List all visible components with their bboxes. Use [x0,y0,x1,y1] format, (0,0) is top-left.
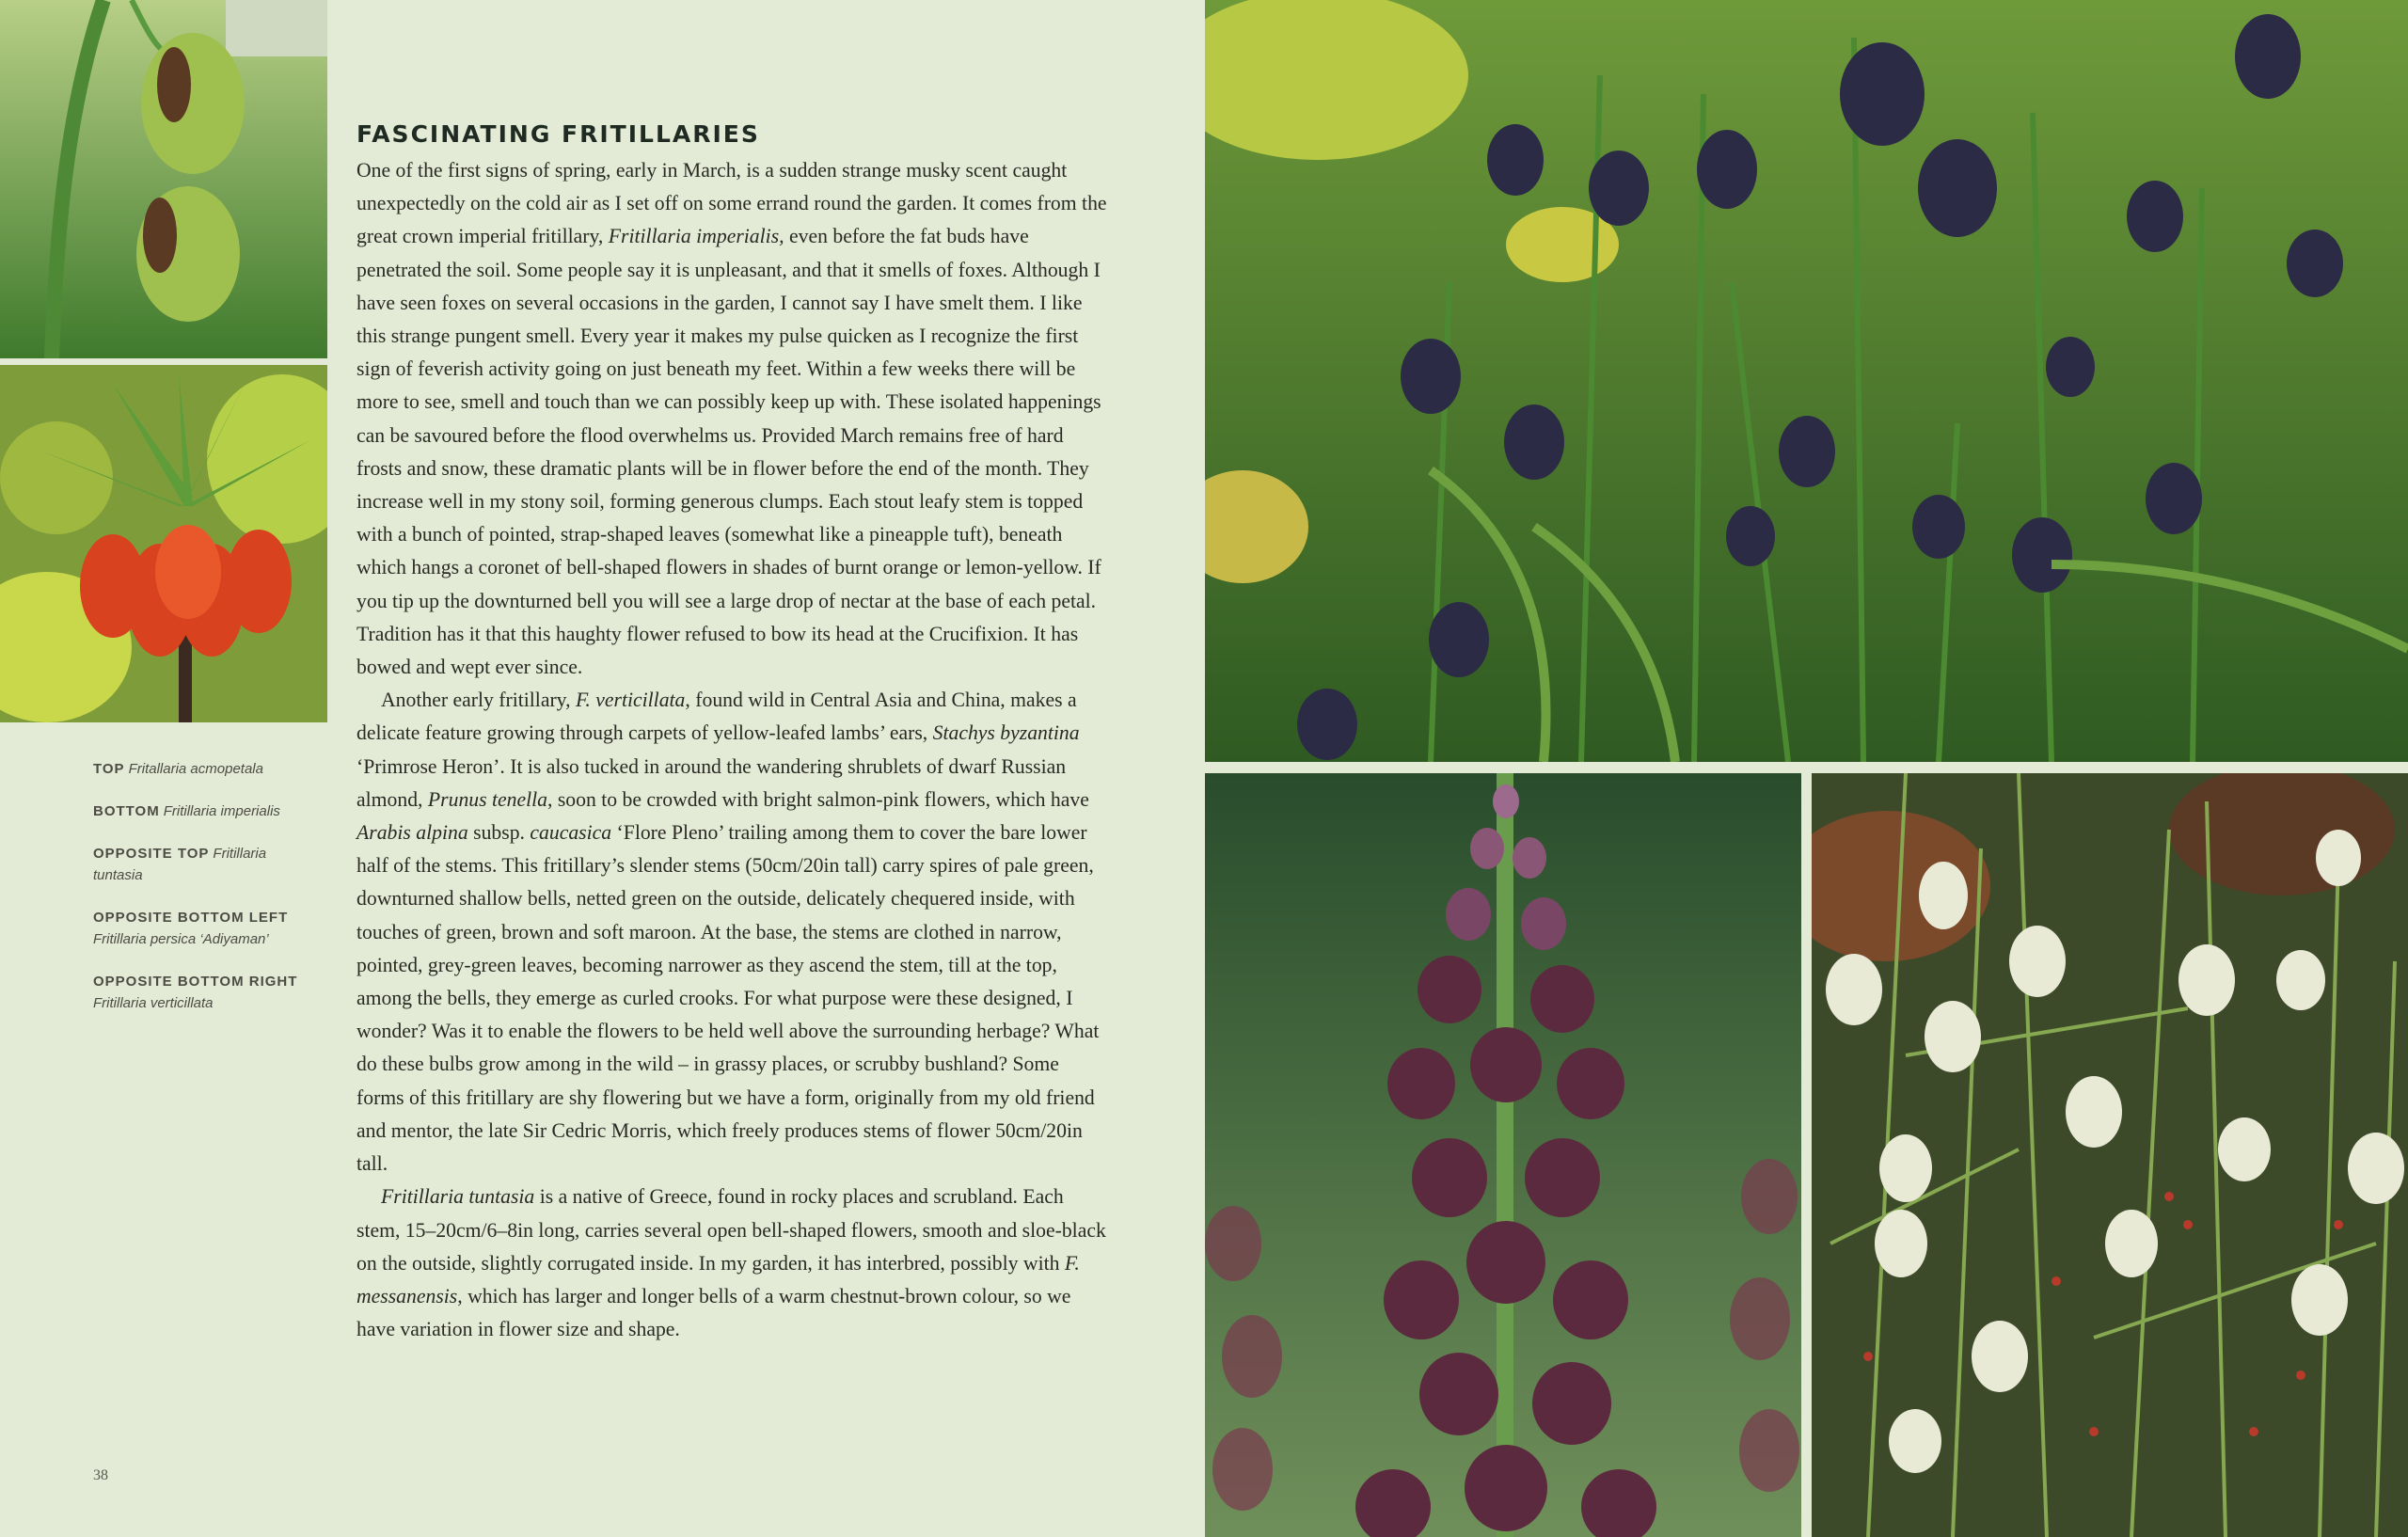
paragraph-2: Another early fritillary, F. verticillata, found wild in Central Asia and China, makes a delicate feature growing through carpets of yellow-leafed lambs’ ears, Stachys byzantina ‘Primrose Heron’. It is also tucked in around the wandering shrublets of dwarf Russian almond, Prunus tenella, soon to be crowded with bright salmon-pink flowers, which have Arabis alpina subsp. caucasica ‘Flore Pleno’ trailing among them to cover the bare lower half of the stems. This fritillary’s slender stems (50cm/20in tall) carry spires of pale green, downturned shallow bells, netted green on the outside, delicately chequered inside, with touches of green, brown and soft maroon. At the base, the stems are clothed in narrow, pointed, grey-green leaves, becoming narrower as they ascend the stem, till at the top, among the bells, they emerge as curled crooks. For what purpose were these designed, I wonder? Was it to enable the flowers to be held well above the surrounding herbage? What do these bulbs grow among in the wild – in grassy places, or scrubby bushland? Some forms of this fritillary are shy flowering but we have a form, originally from my old friend and mentor, the late Sir Cedric Morris, which freely produces stems of flower 50cm/20in tall. [356,689,1100,1176]
caption-plant-name: Fritillaria verticillata [93,995,214,1011]
caption-opposite-top [93,843,319,886]
picture-captions [93,758,319,1035]
caption-bottom [93,800,319,822]
caption-label: OPPOSITE TOP [93,846,210,862]
caption-plant-name: Fritillaria persica ‘Adiyaman’ [93,931,269,947]
caption-plant-name: Fritallaria acmopetala [128,761,263,777]
paragraph-3: Fritillaria tuntasia is a native of Greece, found in rocky places and scrubland. Each stem, 15–20cm/6–8in long, carries several open bell-shaped flowers, smooth and sloe-black on the outside, slightly corrugated inside. In my garden, it has interbred, possibly with F. messanensis, which has larger and longer bells of a warm chestnut-brown colour, so we have variation in flower size and shape. [356,1185,1106,1341]
caption-label: OPPOSITE BOTTOM RIGHT [93,974,298,990]
photo-fritillaria-acmopetala [0,0,327,358]
caption-opposite-bottom-right [93,971,319,1014]
caption-label: TOP [93,761,125,777]
photo-fritillaria-persica [1205,773,1801,1537]
caption-plant-name: Fritillaria imperialis [163,803,280,819]
section-heading: FASCINATING FRITILLARIES [356,120,760,148]
caption-label: OPPOSITE BOTTOM LEFT [93,910,289,926]
caption-opposite-bottom-left [93,907,319,950]
caption-plant-name: Fritillaria tuntasia [93,846,267,883]
page-number: 38 [93,1467,108,1483]
caption-label: BOTTOM [93,803,160,819]
body-text [356,154,1109,1346]
caption-top [93,758,319,780]
photo-fritillaria-imperialis [0,365,327,722]
photo-fritillaria-tuntasia [1205,0,2408,762]
paragraph-1: One of the first signs of spring, early in March, is a sudden strange musky scent caught unexpectedly on the cold air as I set off on some errand round the garden. It comes from the great crown imperial fritillary, Fritillaria imperialis, even before the fat buds have penetrated the soil. Some people say it is unpleasant, and that it smells of foxes. Although I have seen foxes on several occasions in the garden, I cannot say I have smelt them. I like this strange pungent smell. Every year it makes my pulse quicken as I recognize the first sign of feverish activity going on just beneath my feet. Within a few weeks there will be more to see, smell and touch than we can possibly keep up with. These isolated happenings can be savoured before the flood overwhelms us. Provided March remains free of hard frosts and snow, these dramatic plants will be in flower before the end of the month. They increase well in my stony soil, forming generous clumps. Each stout leafy stem is topped with a bunch of pointed, strap-shaped leaves (somewhat like a pineapple tuft), beneath which hangs a coronet of bell-shaped flowers in shades of burnt orange or lemon-yellow. If you tip up the downturned bell you will see a large drop of nectar at the base of each petal. Tradition has it that this haughty flower refused to bow its head at the Crucifixion. It has bowed and wept ever since. [356,159,1107,679]
photo-fritillaria-verticillata [1812,773,2408,1537]
